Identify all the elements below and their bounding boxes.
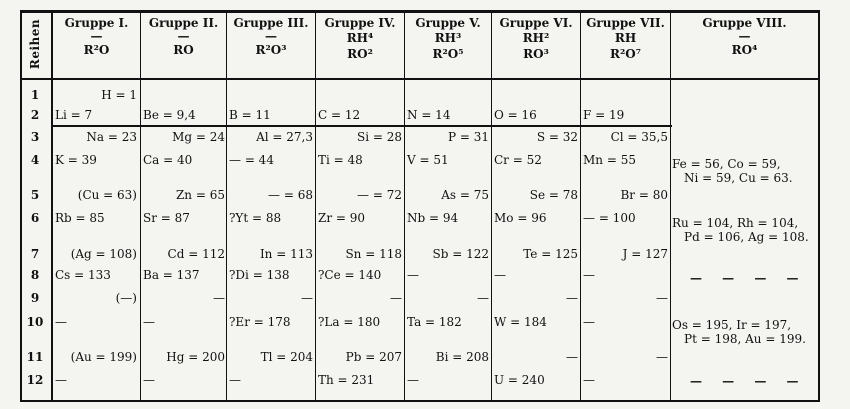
group-header-8 xyxy=(671,16,818,78)
reihen-label: Reihen xyxy=(28,18,42,70)
group-name: Gruppe V. xyxy=(415,16,481,30)
group-header-4 xyxy=(316,16,404,78)
element-cell: Tl = 204 xyxy=(260,350,313,364)
group-oxide: R²O⁷ xyxy=(610,47,641,61)
group-dash: — xyxy=(177,29,190,43)
group-hydride: RH⁴ xyxy=(346,31,374,45)
element-cell: H = 1 xyxy=(101,88,137,102)
element-cell: — xyxy=(656,291,668,305)
element-cell: Th = 231 xyxy=(318,373,375,387)
element-cell: — xyxy=(566,291,578,305)
group8-row8: — — — — xyxy=(690,271,807,285)
group-oxide: R²O xyxy=(83,43,110,57)
element-cell: Zr = 90 xyxy=(318,211,366,225)
element-cell: Sb = 122 xyxy=(432,247,489,261)
element-cell: Mg = 24 xyxy=(172,130,225,144)
element-cell: Cd = 112 xyxy=(167,247,225,261)
element-cell: Cs = 133 xyxy=(55,268,111,282)
row-number: 3 xyxy=(30,130,40,144)
group8-line: Fe = 56, Co = 59, xyxy=(672,157,781,171)
group-name: Gruppe IV. xyxy=(324,16,396,30)
group-name: Gruppe I. xyxy=(64,16,129,30)
element-cell: — xyxy=(477,291,489,305)
row-number: 4 xyxy=(30,153,40,167)
element-cell: — xyxy=(301,291,313,305)
group-hydride: RH xyxy=(614,31,637,45)
group-name: Gruppe III. xyxy=(233,16,309,30)
group8-line: Pt = 198, Au = 199. xyxy=(684,332,806,346)
group-oxide: RO² xyxy=(347,47,373,61)
group-header-5 xyxy=(405,16,491,78)
group-name: Gruppe VII. xyxy=(586,16,665,30)
element-cell: ?La = 180 xyxy=(318,315,381,329)
element-cell: — xyxy=(143,373,155,387)
element-cell: — = 72 xyxy=(357,188,402,202)
element-cell: Bi = 208 xyxy=(435,350,489,364)
group-name: Gruppe VIII. xyxy=(702,16,787,30)
group-dash: — xyxy=(738,29,751,43)
element-cell: U = 240 xyxy=(494,373,545,387)
element-cell: ?Yt = 88 xyxy=(229,211,282,225)
element-cell: — xyxy=(494,268,506,282)
row-number: 12 xyxy=(26,373,44,387)
col-line-9 xyxy=(818,10,820,402)
element-cell: ?Er = 178 xyxy=(229,315,291,329)
group-header-7 xyxy=(581,16,670,78)
element-cell: B = 11 xyxy=(229,108,271,122)
element-cell: — xyxy=(407,268,419,282)
element-cell: Ca = 40 xyxy=(143,153,193,167)
row-number: 11 xyxy=(26,350,44,364)
element-cell: Na = 23 xyxy=(86,130,137,144)
element-cell: Be = 9,4 xyxy=(143,108,196,122)
group-hydride: RH² xyxy=(522,31,550,45)
element-cell: Br = 80 xyxy=(620,188,668,202)
element-cell: — xyxy=(390,291,402,305)
element-cell: J = 127 xyxy=(622,247,668,261)
element-cell: Sr = 87 xyxy=(143,211,190,225)
element-cell: — = 68 xyxy=(268,188,313,202)
row-number: 2 xyxy=(30,108,40,122)
row-number: 10 xyxy=(26,315,44,329)
group-oxide: R²O³ xyxy=(255,43,287,57)
element-cell: Si = 28 xyxy=(356,130,402,144)
row3-rule xyxy=(52,125,672,127)
group8-line: Os = 195, Ir = 197, xyxy=(672,318,792,332)
group8-row4 xyxy=(672,157,817,185)
element-cell: Rb = 85 xyxy=(55,211,105,225)
group8-line: Ni = 59, Cu = 63. xyxy=(684,171,793,185)
group-name: Gruppe II. xyxy=(148,16,219,30)
element-cell: C = 12 xyxy=(318,108,361,122)
element-cell: ?Di = 138 xyxy=(229,268,290,282)
element-cell: — xyxy=(583,315,595,329)
element-cell: Al = 27,3 xyxy=(256,130,313,144)
element-cell: Nb = 94 xyxy=(407,211,459,225)
element-cell: (Au = 199) xyxy=(70,350,137,364)
group-oxide: R²O⁵ xyxy=(432,47,464,61)
group8-row10 xyxy=(672,318,817,346)
group-oxide: RO³ xyxy=(523,47,549,61)
element-cell: Pb = 207 xyxy=(345,350,402,364)
group-name: Gruppe VI. xyxy=(499,16,573,30)
element-cell: As = 75 xyxy=(441,188,489,202)
element-cell: — xyxy=(55,373,67,387)
element-cell: — = 44 xyxy=(229,153,274,167)
group-oxide: RO⁴ xyxy=(731,43,758,57)
element-cell: — xyxy=(566,350,578,364)
element-cell: S = 32 xyxy=(536,130,578,144)
element-cell: — xyxy=(583,373,595,387)
element-cell: Cl = 35,5 xyxy=(610,130,668,144)
row-number: 5 xyxy=(30,188,40,202)
group-dash: — xyxy=(265,29,277,43)
element-cell: — xyxy=(143,315,155,329)
element-cell: Mo = 96 xyxy=(494,211,547,225)
row-number: 1 xyxy=(30,88,40,102)
element-cell: F = 19 xyxy=(583,108,625,122)
element-cell: In = 113 xyxy=(259,247,313,261)
group-header-1 xyxy=(53,16,140,78)
element-cell: ?Ce = 140 xyxy=(318,268,382,282)
group-dash: — xyxy=(90,29,103,43)
element-cell: (Ag = 108) xyxy=(70,247,137,261)
element-cell: — xyxy=(213,291,225,305)
element-cell: — xyxy=(229,373,241,387)
element-cell: Se = 78 xyxy=(529,188,578,202)
row-number: 6 xyxy=(30,211,40,225)
element-cell: Mn = 55 xyxy=(583,153,636,167)
element-cell: Ba = 137 xyxy=(143,268,200,282)
group-header-6 xyxy=(492,16,580,78)
group-oxide: RO xyxy=(173,43,194,57)
element-cell: Te = 125 xyxy=(523,247,578,261)
group8-row6 xyxy=(672,216,817,244)
group-header-2 xyxy=(141,16,226,78)
element-cell: (—) xyxy=(115,291,137,305)
row-number: 8 xyxy=(30,268,40,282)
element-cell: Zn = 65 xyxy=(175,188,225,202)
group-header-3 xyxy=(227,16,315,78)
element-cell: P = 31 xyxy=(447,130,489,144)
element-cell: Li = 7 xyxy=(55,108,93,122)
group8-row12: — — — — xyxy=(690,374,807,388)
element-cell: — = 100 xyxy=(583,211,636,225)
element-cell: W = 184 xyxy=(494,315,547,329)
row-number: 9 xyxy=(30,291,40,305)
element-cell: — xyxy=(407,373,419,387)
element-cell: V = 51 xyxy=(407,153,449,167)
reihen-header xyxy=(20,10,50,78)
row-number: 7 xyxy=(30,247,40,261)
element-cell: Sn = 118 xyxy=(345,247,402,261)
element-cell: — xyxy=(656,350,668,364)
element-cell: Cr = 52 xyxy=(494,153,542,167)
group8-line: Pd = 106, Ag = 108. xyxy=(684,230,809,244)
element-cell: K = 39 xyxy=(55,153,97,167)
group-hydride: RH³ xyxy=(434,31,462,45)
element-cell: — xyxy=(583,268,595,282)
element-cell: Ti = 48 xyxy=(318,153,363,167)
element-cell: (Cu = 63) xyxy=(77,188,137,202)
group8-line: Ru = 104, Rh = 104, xyxy=(672,216,799,230)
element-cell: Ta = 182 xyxy=(407,315,462,329)
element-cell: N = 14 xyxy=(407,108,451,122)
element-cell: — xyxy=(55,315,67,329)
element-cell: Hg = 200 xyxy=(166,350,225,364)
element-cell: O = 16 xyxy=(494,108,537,122)
